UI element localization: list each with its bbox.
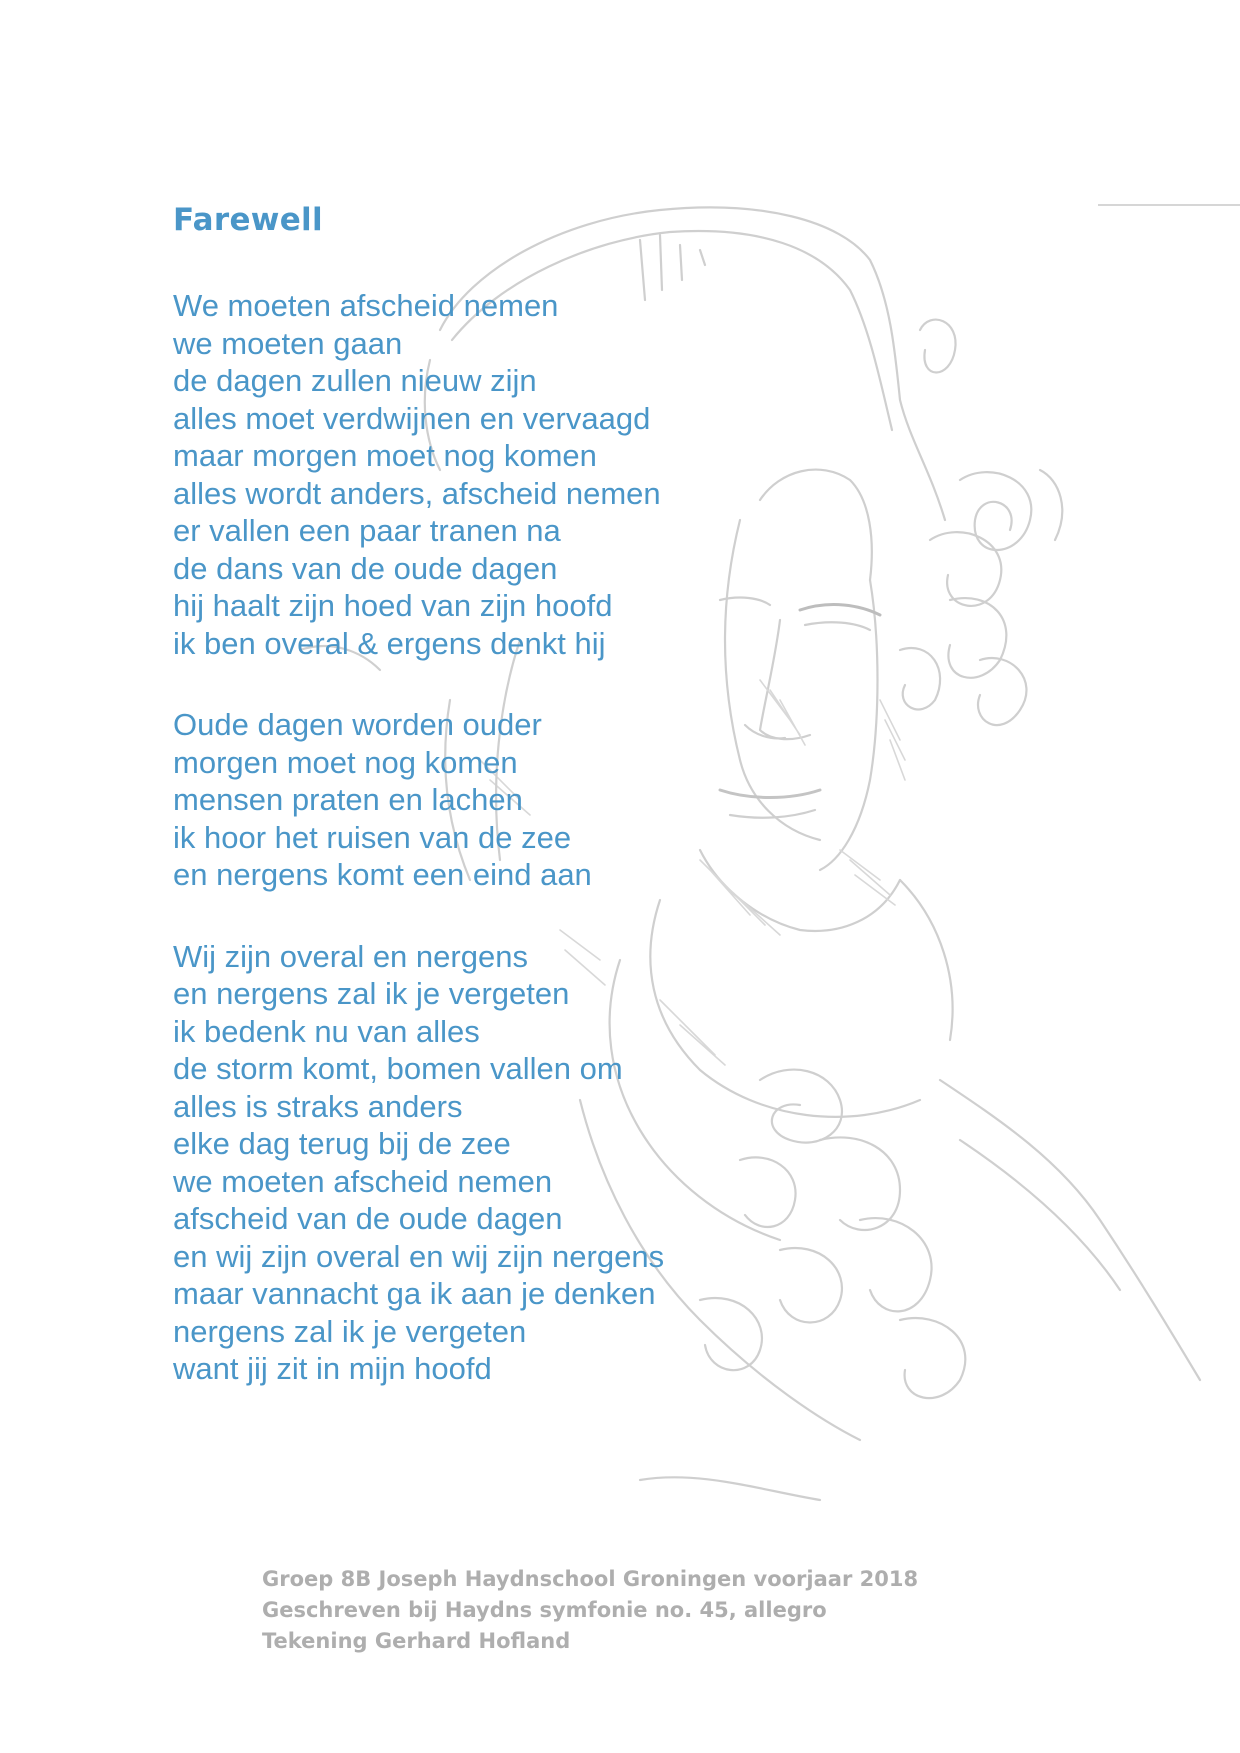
poem-line: We moeten afscheid nemen	[173, 288, 559, 323]
poem-line: maar morgen moet nog komen	[173, 438, 597, 473]
poem-line: Oude dagen worden ouder	[173, 707, 542, 742]
poem-line: morgen moet nog komen	[173, 744, 518, 780]
stanza-3	[173, 938, 664, 1388]
poem-line: we moeten afscheid nemen	[173, 1163, 553, 1199]
credits	[262, 1564, 918, 1657]
poem-line: maar vannacht ga ik aan je denken	[173, 1276, 656, 1311]
stanza-1	[173, 287, 664, 662]
poem-line: en nergens zal ik je vergeten	[173, 976, 570, 1011]
poem-line: elke dag terug bij de zee	[173, 1126, 511, 1161]
poem-line: ik hoor het ruisen van de zee	[173, 819, 572, 855]
poem-line: alles is straks anders	[173, 1088, 463, 1124]
poem	[173, 200, 664, 1432]
top-right-rule	[1098, 204, 1240, 206]
stanza-2	[173, 706, 664, 894]
poem-line: ik bedenk nu van alles	[173, 1013, 480, 1049]
poem-line: de storm komt, bomen vallen om	[173, 1051, 623, 1086]
poem-line: nergens zal ik je vergeten	[173, 1313, 527, 1349]
poem-line: de dagen zullen nieuw zijn	[173, 363, 537, 398]
poem-line: en wij zijn overal en wij zijn nergens	[173, 1238, 665, 1274]
poem-line: er vallen een paar tranen na	[173, 513, 561, 548]
credits-school: Groep 8B Joseph Haydnschool Groningen voorjaar 2018	[262, 1567, 919, 1591]
credits-drawing: Tekening Gerhard Hofland	[262, 1629, 571, 1653]
poem-line: en nergens komt een eind aan	[173, 857, 592, 892]
poem-line: hij haalt zijn hoed van zijn hoofd	[173, 588, 613, 623]
poem-line: Wij zijn overal en nergens	[173, 938, 528, 974]
poem-line: we moeten gaan	[173, 325, 403, 361]
poem-line: want jij zit in mijn hoofd	[173, 1351, 492, 1386]
poem-line: alles moet verdwijnen en vervaagd	[173, 400, 651, 436]
poem-line: afscheid van de oude dagen	[173, 1201, 563, 1236]
credits-written-with: Geschreven bij Haydns symfonie no. 45, allegro	[262, 1598, 827, 1622]
poem-line: ik ben overal & ergens denkt hij	[173, 625, 606, 661]
poem-line: de dans van de oude dagen	[173, 550, 558, 586]
poem-line: alles wordt anders, afscheid nemen	[173, 475, 661, 511]
poem-title: Farewell	[173, 202, 323, 238]
poem-line: mensen praten en lachen	[173, 782, 523, 817]
